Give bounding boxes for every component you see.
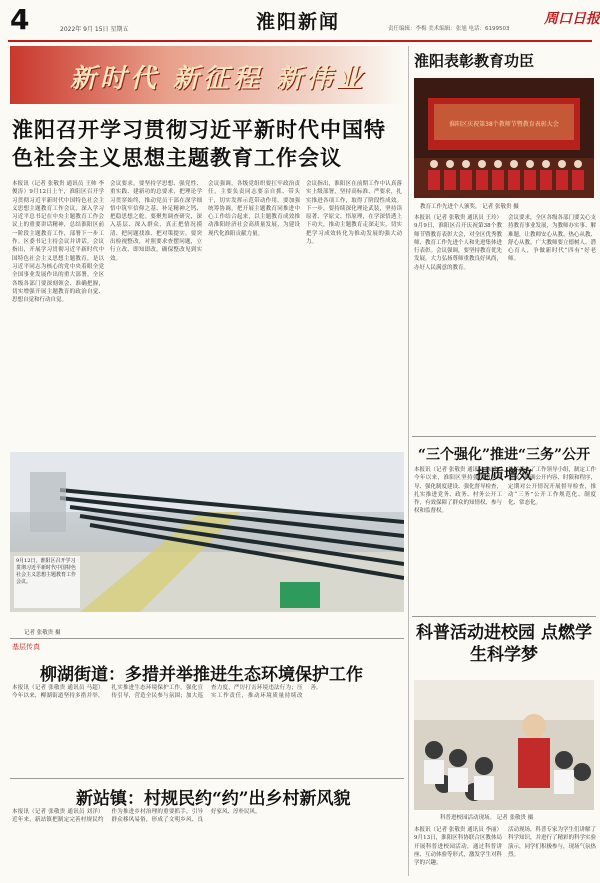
section-rule xyxy=(10,778,404,779)
main-article-column-1: 本报讯（记者 张敬贵 通讯员 王帅 李俊涛）9月12日上午，淮阳区召开学习贯彻习近平新时代中国特色社会主义思想主题教育工作会议，深入学习习近平总书记在中央主题教育工作会议上的重要讲话精神，总结淮阳区前一阶段主题教育工作，部署下一步工作。区委书记主持会议并讲话。会议指出，开展学习贯彻习近平新时代中国特色社会主义思想主题教育，是以习近平同志为核心的党中央着眼全党全国事业发展作出的重大部署。全区各级各部门要深刻领会、准确把握，切实增强开展主题教育的政治自觉、思想自觉和行动自觉。 xyxy=(12,181,104,304)
editor-info: 责任编辑：李梅 美术编辑：张旭 电话：6199503 xyxy=(388,26,510,32)
banner-slogan: 新时代 新征程 新伟业 xyxy=(70,64,367,94)
newspaper-logo: 周口日报 xyxy=(544,11,600,27)
section-title: 淮阳新闻 xyxy=(256,11,341,33)
right-mid-headline: “三个强化”推进“三务”公开提质增效 xyxy=(417,447,591,483)
lower-article-2-body: 本报讯（记者 张敬贵 通讯员 刘洋）近年来，新站镇把制定完善村规民约作为推进乡村治理的重要抓手，引导群众移风易俗，形成了文明乡风、良好家风、淳朴民风。 xyxy=(12,809,261,824)
right-bottom-headline: 科普活动进校园 点燃学生科学梦 xyxy=(416,623,592,665)
section-rule xyxy=(412,616,596,617)
header-rule xyxy=(8,40,592,42)
event-banner-text: 淮阳区庆祝第38个教师节暨教育表彰大会 xyxy=(449,121,559,128)
lower-article-1-body: 本报讯（记者 张敬贵 通讯员 马超）今年以来，柳湖街道坚持多措并举，扎实推进生态环境保护工作。强化宣传引导，营造全民参与氛围；加大巡查力度，严厉打击环境违法行为；压实工作责任，推动环境质量持续改善。 xyxy=(12,685,322,700)
right-bottom-column-1: 本报讯（记者 张敬贵 通讯员 李丽）9月13日，淮阳区科协联合区教体局开展科普进校园活动，通过科普讲座、互动体验等形式，激发学生对科学的兴趣。 xyxy=(414,827,502,867)
right-top-headline: 淮阳表彰教育功臣 xyxy=(414,52,535,70)
right-bottom-photo xyxy=(414,680,594,810)
right-bottom-column-2: 活动现场，科普专家为学生们讲解了科学知识，并进行了精彩的科学实验演示，同学们积极参与，现场气氛热烈。 xyxy=(508,827,596,858)
right-top-photo xyxy=(414,78,594,198)
science-class-illustration xyxy=(414,680,594,810)
right-mid-column-2: 该区成立了工作领导小组，制定工作方案，明确公开内容、时限和程序，定期对公开情况开展督导检查，推动“三务”公开工作规范化、制度化、常态化。 xyxy=(508,467,596,507)
right-top-photo-caption: 教育工作先进个人颁奖。 记者 张敬贵 摄 xyxy=(420,204,519,210)
lower-headline-1: 柳湖街道：多措并举推进生态环境保护工作 xyxy=(40,665,363,685)
right-top-column-2: 会议要求，全区各级各部门要关心支持教育事业发展，为教师办实事、解难题，让教师安心从教、热心从教、舒心从教。广大教师要立德树人、潜心育人，争做新时代“四有”好老师。 xyxy=(508,215,596,263)
column-divider xyxy=(408,46,409,876)
page-number: 4 xyxy=(10,3,30,36)
section-rule xyxy=(412,436,596,437)
main-article-column-2: 会议要求，要坚持学思想、强党性、重实践、建新功的总要求，把理论学习贯穿始终，推动党员干部在深学细悟中筑牢信仰之基、补足精神之钙、把稳思想之舵。要聚焦调查研究，深入基层、深入群众，真正把情况摸清、把问题找准、把对策提实。要突出检视整改，对照要求查摆问题，立行立改、即知即改，确保整改见到实效。 xyxy=(110,181,202,262)
column-tag: 基层传真 xyxy=(12,643,40,651)
right-mid-column-1: 本报讯（记者 张敬贵 通讯员 陈斌）今年以来，淮阳区坚持强化组织领导、强化制度建设、强化督导检查，扎实推进党务、政务、村务公开工作，有效保障了群众的知情权、参与权和监督权。 xyxy=(414,467,502,515)
issue-date: 2022年 9月 15日 星期五 xyxy=(60,26,129,33)
photo-credit: 记者 张敬贵 摄 xyxy=(24,630,61,636)
right-top-column-1: 本报讯（记者 张敬贵 通讯员 王玲）9月9日，淮阳区召开庆祝第38个教师节暨教育表彰大会，对全区优秀教师、教育工作先进个人和先进集体进行表彰。会议强调，要坚持教育优先发展，大力弘扬尊师重教良好风尚，办好人民满意的教育。 xyxy=(414,215,502,271)
main-article-column-3: 会议强调，各级党组织要扛牢政治责任，主要负责同志要亲自抓、带头干，切实发挥示范带动作用。要加强统筹协调，把开展主题教育同推进中心工作结合起来，以主题教育成效推动淮阳经济社会高质量发展，为建设现代化淮阳贡献力量。 xyxy=(208,181,300,237)
section-rule xyxy=(10,638,404,639)
main-article-column-4: 会议指出，淮阳区在前期工作中认真落实上级部署，坚持高标准、严要求，扎实推进各项工作，取得了阶段性成效。下一步，要持续深化理论武装，坚持读原著、学原文、悟原理，在学深悟透上下功夫，推动主题教育走深走实，切实把学习成效转化为推动发展的强大动力。 xyxy=(306,181,402,246)
photo-caption: 9月12日，淮阳区召开学习贯彻习近平新时代中国特色社会主义思想主题教育工作会议。 xyxy=(16,558,77,585)
lower-headline-2: 新站镇：村规民约“约”出乡村新风貌 xyxy=(76,789,351,809)
right-bottom-photo-caption: 科普进校园活动现场。 记者 张敬贵 摄 xyxy=(440,815,534,821)
main-headline: 淮阳召开学习贯彻习近平新时代中国特色社会主义思想主题教育工作会议 xyxy=(12,117,386,170)
award-ceremony-illustration xyxy=(414,78,594,198)
